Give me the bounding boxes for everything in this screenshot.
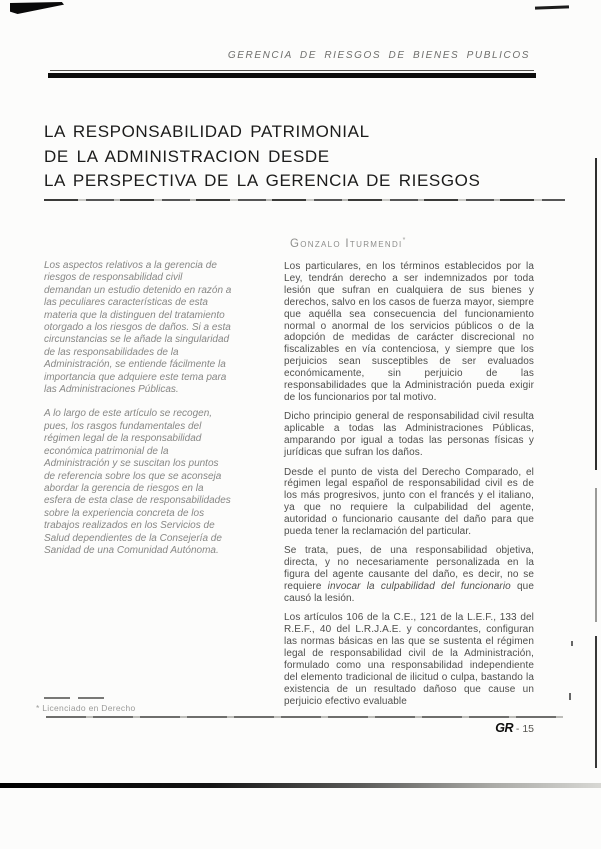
scan-artifact-corner-wedge xyxy=(10,2,64,14)
scan-artifact-right-edge xyxy=(595,636,597,768)
scan-artifact-right-edge xyxy=(595,158,597,470)
scan-artifact-bottom-shadow xyxy=(0,783,601,788)
article-title xyxy=(44,120,564,194)
running-header: GERENCIA DE RIESGOS DE BIENES PUBLICOS xyxy=(227,50,530,61)
header-rule-thin xyxy=(50,70,534,71)
body-paragraph: Desde el punto de vista del Derecho Comparado, el régimen legal español de responsabilidad civil es de los más progresivos, junto con el francés y el italiano, ya que no requiere la culpabilidad del agente, autoridad o funcionario causante del daño para que pueda tener la reclamación del particular. xyxy=(284,466,534,538)
body-paragraph-emphasis: invocar la culpabilidad del funcionario xyxy=(327,581,511,593)
header-rule-thick xyxy=(48,73,536,78)
scan-artifact-edge-mark xyxy=(569,693,571,700)
journal-logo: GR xyxy=(495,721,513,735)
author-byline xyxy=(290,237,407,250)
article-title-line-2: DE LA ADMINISTRACION DESDE xyxy=(44,146,330,166)
body-column xyxy=(284,261,534,715)
page-footer xyxy=(400,721,534,735)
author-footnote-mark: * xyxy=(402,237,407,244)
body-paragraph-text: Se trata, pues, de una responsabilidad objetiva, directa, y no necesariamente personalizada en la figura del agente causante del daño, es decir, no se requiere xyxy=(284,545,534,593)
title-rule xyxy=(44,199,565,201)
scan-artifact-right-edge xyxy=(595,488,597,622)
author-name: Gonzalo Iturmendi xyxy=(290,237,403,250)
body-paragraph: Los particulares, en los términos establecidos por la Ley, tendrán derecho a ser indemnizados por toda lesión que sufran en cualquiera de sus bienes y derechos, salvo en los casos de fuerza mayor, siempre que aquélla sea consecuencia del funcionamiento normal o anormal de los servicios públicos o de la adopción de medidas de carácter discrecional no fiscalizables en vía contenciosa, y siempre que los perjuicios sean susceptibles de ser evaluados económicamente, sin perjuicio de las responsabilidades que la Administración pueda exigir de los funcionarios por tal motivo. xyxy=(284,261,534,403)
article-title-line-1: LA RESPONSABILIDAD PATRIMONIAL xyxy=(44,122,370,141)
scan-artifact-edge-mark xyxy=(571,641,573,646)
abstract-paragraph: A lo largo de este artículo se recogen, pues, los rasgos fundamentales del régimen legal de la responsabilidad económica patrimonial de la Administración y se suscitan los puntos de referencia sobre los que se aconseja abordar la gerencia de riesgos en la esfera de esta clase de responsabilidades sobre la experiencia concreta de los trabajos realizados en los Servicios de Salud dependientes de la Consejería de Sanidad de una Comunidad Autónoma. xyxy=(44,408,231,556)
article-title-line-3: LA PERSPECTIVA DE LA GERENCIA DE RIESGOS xyxy=(44,171,481,190)
body-paragraph-text: que causó la lesión. xyxy=(284,581,534,605)
footnote-rule xyxy=(44,697,106,699)
body-paragraph: Los artículos 106 de la C.E., 121 de la L.E.F., 133 del R.E.F., 40 del L.R.J.A.E. y concordantes, configuran las normas básicas en las que se sustenta el régimen legal de responsabilidad civil de la Administración, formulado como una responsabilidad independiente del elemento tradicional de ilicitud o culpa, bastando la existencia de un resultado dañoso que cause un perjuicio efectivo evaluable xyxy=(284,612,534,707)
abstract-paragraph: Los aspectos relativos a la gerencia de riesgos de responsabilidad civil demandan un estudio detenido en razón a las peculiares características de esta materia que la distinguen del tratamiento otorgado a los riesgos de daños. Si a esta circunstancias se le añade la singularidad de las responsabilidades de la Administración, se entiende fácilmente la importancia que adquiere este tema para las Administraciones Públicas. xyxy=(44,260,232,396)
abstract-column xyxy=(44,260,232,569)
body-paragraph xyxy=(284,545,534,605)
scan-artifact-top-dash xyxy=(535,5,569,9)
page-number: - 15 xyxy=(515,723,534,735)
body-paragraph: Dicho principio general de responsabilidad civil resulta aplicable a todas las Administraciones Públicas, amparando por igual a todas las personas físicas y jurídicas que sufran los daños. xyxy=(284,411,534,459)
author-footnote: * Licenciado en Derecho xyxy=(36,703,136,713)
footer-rule xyxy=(46,716,563,718)
